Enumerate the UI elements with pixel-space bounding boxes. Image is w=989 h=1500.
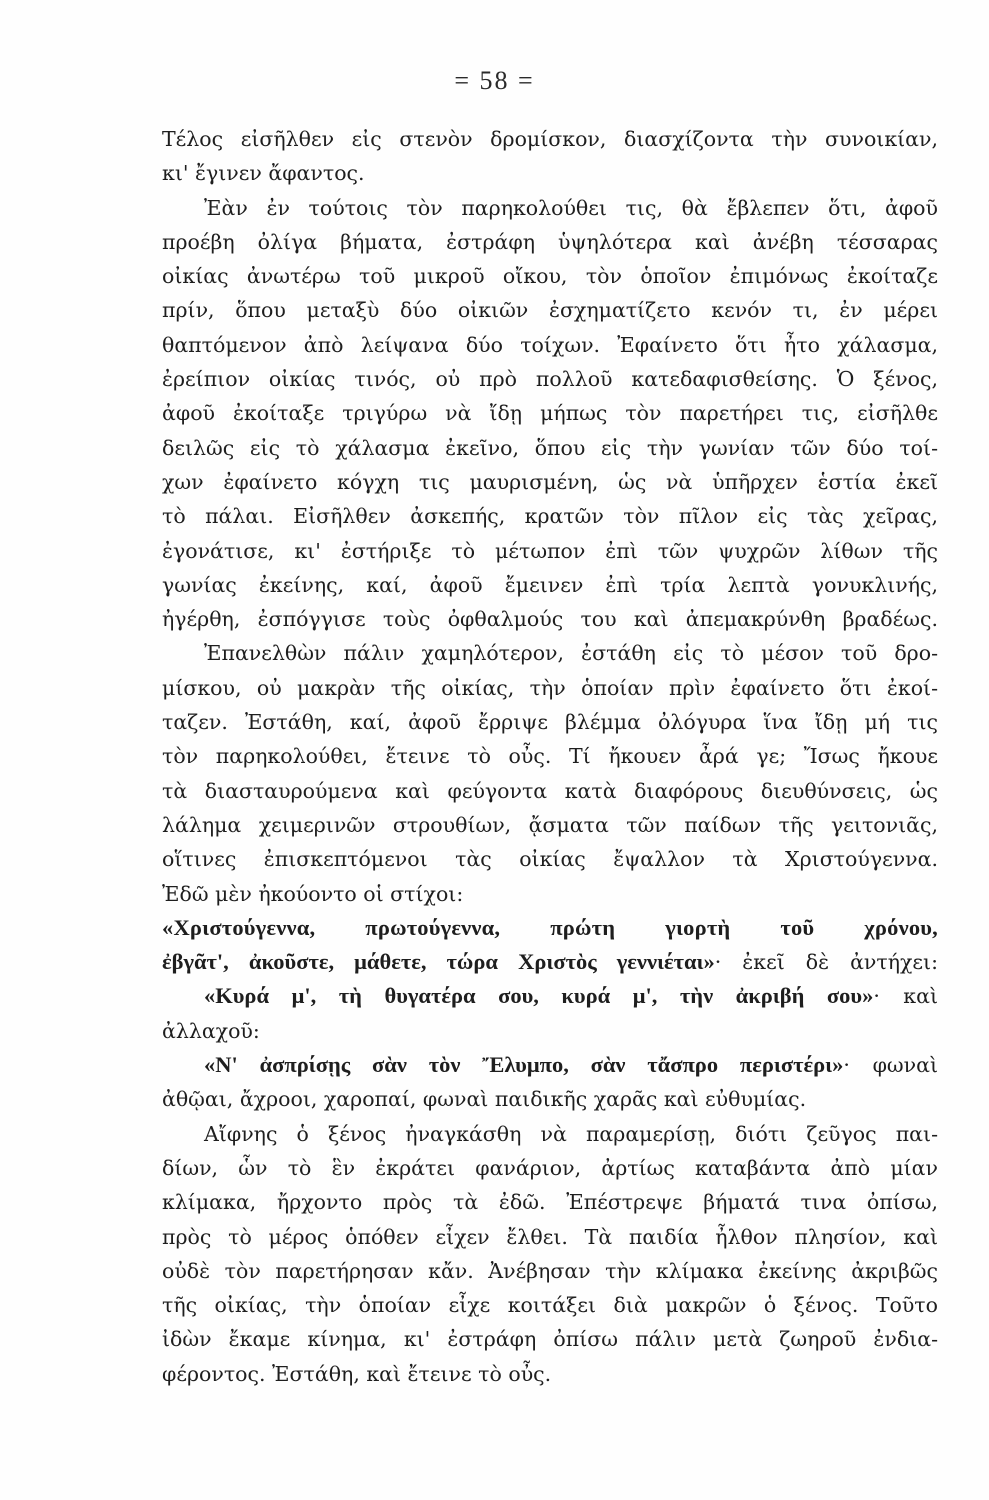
narration-text: · φωναὶ <box>843 1053 938 1078</box>
text-line: μίσκου, οὐ μακρὰν τῆς οἰκίας, τὴν ὁποίαν πρὶν ἐφαίνετο ὅτι ἐκοί- <box>162 675 938 700</box>
text-line: οἰκίας ἀνωτέρω τοῦ μικροῦ οἴκου, τὸν ὁποῖον ἐπιμόνως ἐκοίταζε <box>162 264 938 289</box>
text-line: θαπτόμενον ἀπὸ λείψανα δύο τοίχων. Ἐφαίνετο ὅτι ἦτο χάλασμα, <box>162 332 938 357</box>
text-line: ἀλλαχοῦ: <box>162 1018 260 1043</box>
text-line: ἰδὼν ἔκαμε κίνημα, κι' ἐστράφη ὀπίσω πάλιν μετὰ ζωηροῦ ἐνδια- <box>162 1327 938 1352</box>
narration-text: · ἐκεῖ δὲ ἀντήχει: <box>714 950 938 975</box>
song-verse-line <box>162 1048 938 1082</box>
body-text <box>162 122 938 1391</box>
text-line: δίων, ὧν τὸ ἓν ἐκράτει φανάριον, ἀρτίως καταβάντα ἀπὸ μίαν <box>162 1155 938 1180</box>
text-line: ταζεν. Ἐστάθη, καί, ἀφοῦ ἔρριψε βλέμμα ὀλόγυρα ἵνα ἴδῃ μή τις <box>162 710 938 735</box>
text-line: Ἐὰν ἐν τούτοις τὸν παρηκολούθει τις, θὰ ἔβλεπεν ὅτι, ἀφοῦ <box>204 195 938 220</box>
text-line: Αἴφνης ὁ ξένος ἠναγκάσθη νὰ παραμερίσῃ, διότι ζεῦγος παι- <box>204 1121 938 1146</box>
text-line: οὐδὲ τὸν παρετήρησαν κἄν. Ἀνέβησαν τὴν κλίμακα ἐκείνης ἀκριβῶς <box>162 1258 938 1283</box>
text-line: ἐρείπιον οἰκίας τινός, οὐ πρὸ πολλοῦ κατεδαφισθείσης. Ὁ ξένος, <box>162 367 938 392</box>
text-line: ἀφοῦ ἐκοίταξε τριγύρω νὰ ἴδῃ μήπως τὸν παρετήρει τις, εἰσῆλθε <box>162 401 938 426</box>
page-number: = 58 = <box>454 66 535 95</box>
text-line: κλίμακα, ἤρχοντο πρὸς τὰ ἐδῶ. Ἐπέστρεψε βήματά τινα ὀπίσω, <box>162 1190 938 1215</box>
song-verse-line: «Χριστούγεννα, πρωτούγεννα, πρώτη γιορτὴ τοῦ χρόνου, <box>162 914 938 940</box>
text-line: λάλημα χειμερινῶν στρουθίων, ᾄσματα τῶν παίδων τῆς γειτονιᾶς, <box>162 812 938 837</box>
text-line: τὸ πάλαι. Εἰσῆλθεν ἀσκεπής, κρατῶν τὸν πῖλον εἰς τὰς χεῖρας, <box>162 504 938 529</box>
song-verse-text: «Κυρά μ', τὴ θυγατέρα σου, κυρά μ', τὴν ἀκριβή σου» <box>204 983 874 1009</box>
text-line: πρίν, ὅπου μεταξὺ δύο οἰκιῶν ἐσχηματίζετο κενόν τι, ἐν μέρει <box>162 298 938 323</box>
text-line: τὸν παρηκολούθει, ἔτεινε τὸ οὖς. Τί ἤκουεν ἆρά γε; Ἴσως ἤκουε <box>162 744 938 769</box>
text-line: πρὸς τὸ μέρος ὁπόθεν εἶχεν ἔλθει. Τὰ παιδία ἦλθον πλησίον, καὶ <box>162 1224 938 1249</box>
text-line: Ἐδῶ μὲν ἠκούοντο οἱ στίχοι: <box>162 881 464 906</box>
text-line: ἠγέρθη, ἐσπόγγισε τοὺς ὀφθαλμούς του καὶ ἀπεμακρύνθη βραδέως. <box>162 607 938 632</box>
narration-text: · καὶ <box>873 984 938 1009</box>
text-line: δειλῶς εἰς τὸ χάλασμα ἐκεῖνο, ὅπου εἰς τὴν γωνίαν τῶν δύο τοί- <box>162 435 938 460</box>
text-line: προέβη ὀλίγα βήματα, ἐστράφη ὑψηλότερα καὶ ἀνέβη τέσσαρας <box>162 229 938 254</box>
text-line: ἐγονάτισε, κι' ἐστήριξε τὸ μέτωπον ἐπὶ τῶν ψυχρῶν λίθων τῆς <box>162 538 938 563</box>
song-verse-text: «Ν' ἀσπρίσῃς σὰν τὸν Ἔλυμπο, σὰν τἄσπρο περιστέρι» <box>204 1052 844 1078</box>
text-line: φέροντος. Ἐστάθη, καὶ ἔτεινε τὸ οὖς. <box>162 1361 552 1386</box>
text-line: τῆς οἰκίας, τὴν ὁποίαν εἶχε κοιτάξει διὰ μακρῶν ὁ ξένος. Τοῦτο <box>162 1293 938 1318</box>
text-line: χων ἐφαίνετο κόγχη τις μαυρισμένη, ὡς νὰ ὑπῆρχεν ἑστία ἐκεῖ <box>162 469 938 494</box>
text-line: Τέλος εἰσῆλθεν εἰς στενὸν δρομίσκον, διασχίζοντα τὴν συνοικίαν, <box>162 127 938 151</box>
song-verse-line <box>162 945 938 979</box>
song-verse-text: ἐβγᾶτ', ἀκοῦστε, μάθετε, τώρα Χριστὸς γεννιέται» <box>162 949 715 975</box>
text-line: κι' ἔγινεν ἄφαντος. <box>162 161 365 186</box>
text-line: ἀθῷαι, ἄχροοι, χαροπαί, φωναὶ παιδικῆς χαρᾶς καὶ εὐθυμίας. <box>162 1087 807 1112</box>
text-line: οἵτινες ἐπισκεπτόμενοι τὰς οἰκίας ἔψαλλον τὰ Χριστούγεννα. <box>162 847 938 872</box>
song-verse-line <box>162 979 938 1013</box>
text-line: γωνίας ἐκείνης, καί, ἀφοῦ ἔμεινεν ἐπὶ τρία λεπτὰ γονυκλινής, <box>162 572 938 597</box>
text-line: τὰ διασταυρούμενα καὶ φεύγοντα κατὰ διαφόρους διευθύνσεις, ὡς <box>162 778 938 803</box>
text-line: Ἐπανελθὼν πάλιν χαμηλότερον, ἐστάθη εἰς τὸ μέσον τοῦ δρο- <box>204 641 938 666</box>
